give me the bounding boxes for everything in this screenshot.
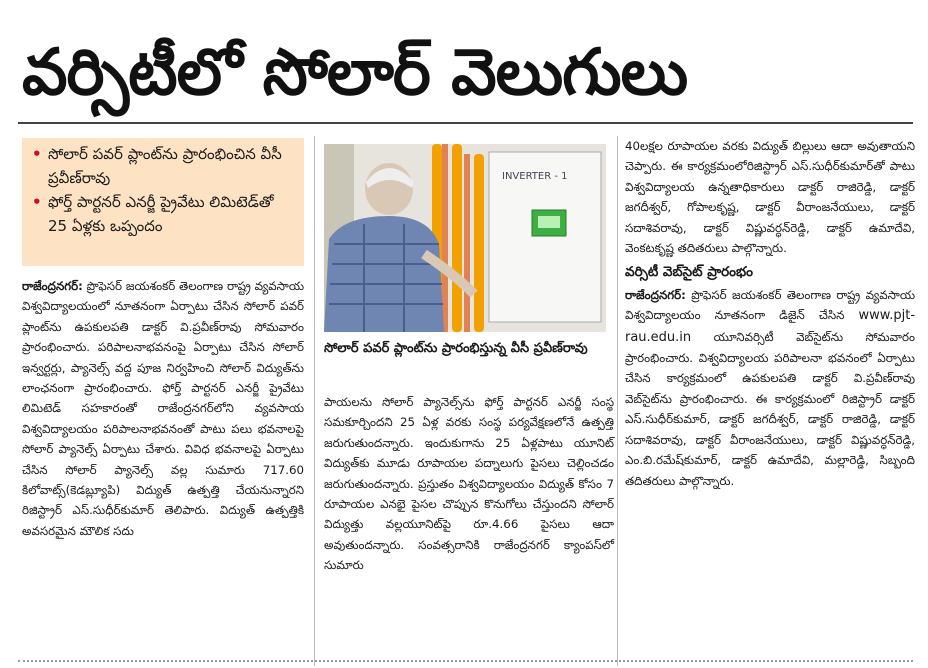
news-photo [324,144,606,332]
highlight-item [32,190,294,238]
article-column-3 [625,136,915,491]
headline: వర్సిటీలో సోలార్ వెలుగులు [22,36,688,110]
article-text: పాయలను సోలార్ ప్యానెల్స్‌ను ఫోర్త్ పార్టనర్ ఎనర్జీ సంస్థ సమకూర్చిందని 25 ఏళ్ల వరకు సంస్థ పర్యవేక్షణలోనే ఉత్పత్తి జరుగుతుందన్నారు. ఇందుకుగాను 25 ఏళ్లపాటు యూనిట్ విద్యుత్‌కు మూడు రూపాయల పద్నాలుగు పైసలు చెల్లించడం జరుగుతుందన్నారు. ప్రస్తుతం విశ్వవిద్యాలయం విద్యుత్ కోసం 7 రూపాయల ఎనభై పైసల చొప్పున కొనుగోలు చేస్తుందని సోలార్ విద్యుత్తు వల్లయూనిట్‌పై రూ.4.66 పైసలు ఆదా అవుతుందన్నారు. సంవత్సరానికి రాజేంద్రనగర్ క్యాంపస్‌లో సుమారు [324,395,614,573]
article-column-2 [324,392,614,576]
article-text: 40లక్షల రూపాయల వరకు విద్యుత్ బిల్లులు ఆదా అవుతాయని చెప్పారు. ఈ కార్యక్రమంలోరిజిస్ట్రార్ ఎస్.సుధీర్‌కుమార్‌తో పాటు విశ్వవిద్యాలయ ఉన్నతాధికారులు డాక్టర్ రాజిరెడ్డి, డాక్టర్ జగదీశ్వర్, గోపాలకృష్ణ, డాక్టర్ వీరాంజనేయులు, డాక్టర్ సదాశివరావు, డాక్టర్ విష్ణువర్ధన్‌రెడ్డి, డాక్టర్ ఉమాదేవి, వెంకటకృష్ణ తదితరులు పాల్గొన్నారు. [625,139,915,256]
solar-inverter-photo [324,144,606,332]
dateline: రాజేంద్రనగర్: [22,279,83,293]
article-column-1 [22,276,304,541]
highlight-text: సోలార్ పవర్ ప్లాంట్‌ను ప్రారంభించిన వీసీ ప్రవీణ్‌రావు [48,145,282,187]
article-text: యూనివర్సిటీ వెబ్‌సైట్‌ను సోమవారం ప్రారంభించారు. విశ్వవిద్యాలయ పరిపాలనా భవనంలో ఏర్పాటు చేసిన కార్యక్రమంలో ఉపకులపతి డాక్టర్ వి.ప్రవీణ్‌రావు వెబ్‌సైట్‌ను ప్రారంభించారు. ఈ కార్యక్రమంలో రిజిస్ట్రార్ డాక్టర్ ఎస్.సుధీర్‌కుమార్, డాక్టర్ జగదీశ్వర్, డాక్టర్ రాజిరెడ్డి, డాక్టర్ సదాశివరావు, డాక్టర్ వీరాంజనేయులు, డాక్టర్ విష్ణువర్ధన్‌రెడ్డి, ఎం.బి.రమేష్‌కుమార్, డాక్టర్ ఉమాదేవి, మల్లారెడ్డి, సిబ్బంది తదితరులు పాల్గొన్నారు. [625,329,916,488]
headline-rule [18,122,913,124]
column-divider [617,136,618,666]
website-url: www.pjt-rau.edu.in [625,308,916,345]
highlight-text: ఫోర్త్ పార్టనర్ ఎనర్జీ ప్రైవేటు లిమిటెడ్‌తో 25 ఏళ్లకు ఒప్పందం [48,193,274,235]
inverter-label: INVERTER - 1 [502,171,568,182]
bottom-border [18,660,913,666]
article-text: ప్రొఫెసర్ జయశంకర్ తెలంగాణ రాష్ట్ర వ్యవసాయ విశ్వవిద్యాలయంలో నూతనంగా ఏర్పాటు చేసిన సోలార్ పవర్ ప్లాంట్‌ను ఉపకులపతి డాక్టర్ వి.ప్రవీణ్‌రావు సోమవారం ప్రారంభించారు. పరిపాలనాభవనంపై ఏర్పాటు చేసిన సోలార్ ఇన్వర్టర్లు, ప్యానెల్స్ వద్ద పూజ నిర్వహించి సోలార్ విద్యుత్‌ను లాంఛనంగా ప్రారంభించారు. ఫోర్త్ పార్టనర్ ఎనర్జీ ప్రైవేటు లిమిటెడ్ సహకారంతో రాజేంద్రనగర్‌లోని వ్యవసాయ విశ్వవిద్యాలయం పరిపాలనాభవనంతో పాటు పలు భవనాలపై సోలార్ ప్యానెల్స్ ఏర్పాటు చేశారు. వివిధ భవనాలపై ఏర్పాటు చేసిన సోలార్ ప్యానెల్స్ వల్ల సుమారు 717.60 కిలోవాట్స్(కెడబ్ల్యూపి) విద్యుత్ ఉత్పత్తి చేయనున్నారని రిజిస్ట్రార్ ఎస్.సుధీర్‌కుమార్ తెలిపారు. విద్యుత్ ఉత్పత్తికి అవసరమైన మౌలిక సదు [22,279,305,538]
highlight-item [32,142,294,190]
sub-headline: వర్సిటీ వెబ్‌సైట్ ప్రారంభం [625,264,753,281]
bullet-icon: • [32,193,42,211]
article-text: ప్రొఫెసర్ జయశంకర్ తెలంగాణ రాష్ట్ర వ్యవసాయ విశ్వవిద్యాలయం నూతనంగా డిజైన్ చేసిన [625,287,915,323]
photo-caption: సోలార్ పవర్ ప్లాంట్‌ను ప్రారంభిస్తున్న వీసీ ప్రవీణ్‌రావు [324,341,588,356]
highlights-box [22,138,304,266]
bullet-icon: • [32,145,42,163]
column-divider [314,136,315,666]
dateline: రాజేంద్రనగర్: [625,287,686,302]
